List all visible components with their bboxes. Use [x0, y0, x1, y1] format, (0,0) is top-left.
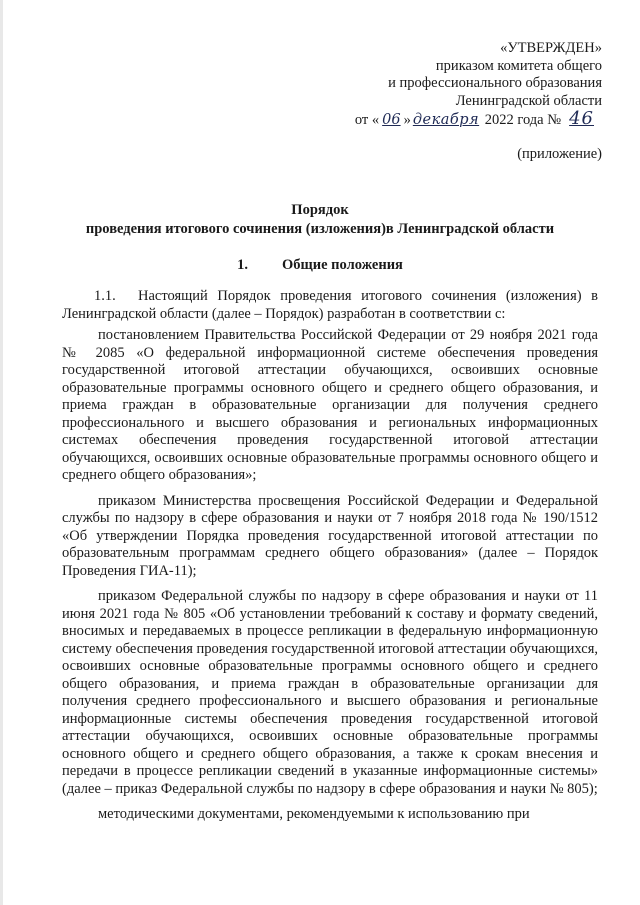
section-title: Общие положения — [281, 257, 403, 273]
date-mid: » — [403, 112, 411, 128]
paragraph-1-1-text: Настоящий Порядок проведения итогового сочинения (изложения) в Ленинградской области (далее – Порядок) разработан в соответствии с: — [62, 288, 598, 322]
approval-stamp — [355, 40, 602, 130]
basis-resolution-2085: постановлением Правительства Российской Федерации от 29 ноября 2021 года № 2085 «О федеральной информационной системе обеспечения проведения государственной итоговой аттестации обучающихся, освоивших основные образовательные программы основного общего и среднего общего образования, и приема граждан в образовательные организации для получения среднего профессионального и высшего образования и региональных информационных системах обеспечения проведения государственной итоговой аттестации обучающихся, освоивших основные образовательные программы основного общего и среднего общего образования»; — [62, 327, 598, 483]
appendix-label: (приложение) — [517, 146, 602, 162]
basis-methodical-documents: методическими документами, рекомендуемыми к использованию при — [98, 806, 530, 822]
handwritten-order-number: 46 — [569, 108, 594, 129]
document-body — [62, 288, 598, 832]
document-subtitle: проведения итогового сочинения (изложения)в Ленинградской области — [85, 221, 555, 237]
section-number: 1. — [237, 257, 248, 273]
approval-line-4: Ленинградской области — [455, 92, 602, 109]
date-year: 2022 года № — [481, 112, 562, 128]
scan-edge — [0, 0, 3, 905]
approved-label: «УТВЕРЖДЕН» — [500, 40, 602, 56]
handwritten-day: 06 — [382, 112, 401, 128]
approval-line-2: приказом комитета общего — [435, 57, 602, 74]
handwritten-month: декабря — [412, 112, 480, 128]
paragraph-1-1 — [62, 288, 598, 323]
basis-order-805: приказом Федеральной службы по надзору в сфере образования и науки от 11 июня 2021 года № 805 «Об установлении требований к составу и формату сведений, вносимых и передаваемых в процессе репликации в федеральную информационную систему обеспечения проведения государственной итоговой аттестации обучающихся, освоивших основные образовательные программы основного общего и среднего общего образования, и приема граждан в образовательные организации для получения среднего профессионального и высшего образования и региональные информационные системы обеспечения проведения государственной итоговой аттестации обучающихся, освоивших основные образовательные программы основного общего и среднего общего образования, а также к срокам внесения и передачи в процессе репликации сведений в указанные информационные системы» (далее – приказ Федеральной службы по надзору в сфере образования и науки № 805); — [62, 588, 598, 797]
section-heading — [0, 257, 640, 274]
approval-line-3: и профессионального образования — [388, 75, 602, 91]
date-prefix: от « — [354, 112, 380, 128]
basis-order-190-1512: приказом Министерства просвещения Российской Федерации и Федеральной службы по надзору в сфере образования и науки от 7 ноября 2018 года № 190/1512 «Об утверждении Порядка проведения государственной итоговой аттестации по образовательным программам среднего общего образования» (далее – Порядок Проведения ГИА-11); — [62, 492, 598, 579]
approval-date-line — [355, 110, 602, 130]
document-title: Порядок — [291, 202, 349, 218]
clause-number: 1.1. — [94, 288, 116, 304]
